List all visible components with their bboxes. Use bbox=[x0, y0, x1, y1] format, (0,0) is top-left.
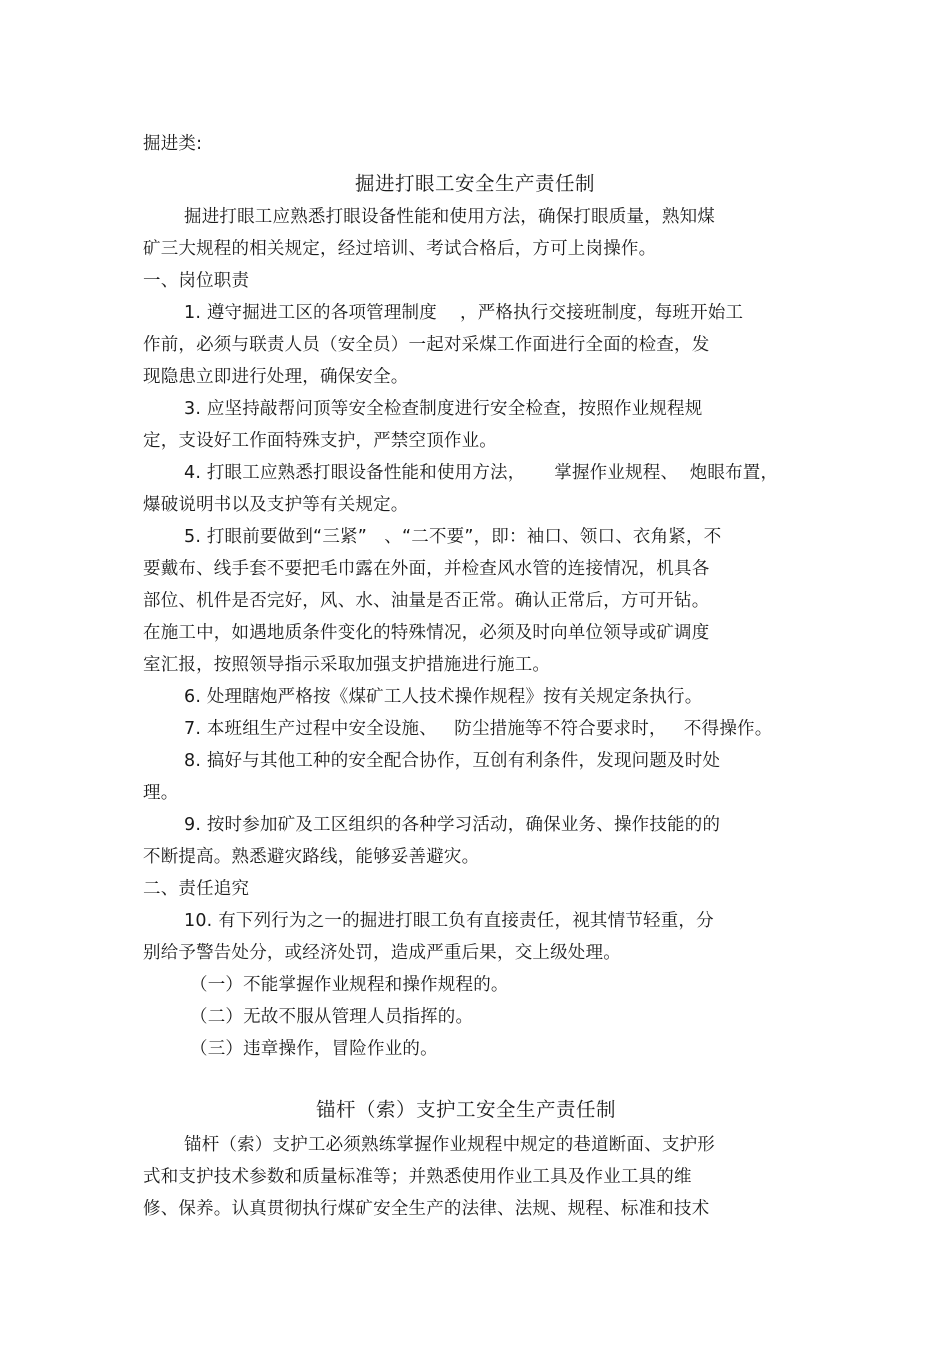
section1-intro-line: 矿三大规程的相关规定，经过培训、考试合格后，方可上岗操作。 bbox=[143, 239, 657, 259]
item9-line: 9. 按时参加矿及工区组织的各种学习活动，确保业务、操作技能的的 bbox=[184, 815, 721, 835]
section1-intro-line: 掘进打眼工应熟悉打眼设备性能和使用方法，确保打眼质量，熟知煤 bbox=[184, 207, 715, 227]
item5-line: 5. 打眼前要做到“三紧” 、“二不要”，即：袖口、领口、衣角紧，不 bbox=[184, 527, 722, 547]
item1-line: 现隐患立即进行处理，确保安全。 bbox=[143, 367, 409, 387]
category-label: 掘进类: bbox=[143, 134, 203, 154]
heading-liability: 二、责任追究 bbox=[143, 879, 250, 899]
heading-duties: 一、岗位职责 bbox=[143, 271, 250, 291]
item5-line: 部位、机件是否完好，风、水、油量是否正常。确认正常后，方可开钻。 bbox=[143, 591, 710, 611]
item8-line: 8. 搞好与其他工种的安全配合协作，互创有利条件，发现问题及时处 bbox=[184, 751, 721, 771]
item5-line: 要戴布、线手套不要把毛巾露在外面，并检查风水管的连接情况，机具各 bbox=[143, 559, 710, 579]
item5-line: 室汇报，按照领导指示采取加强支护措施进行施工。 bbox=[143, 655, 551, 675]
sub-item-3: （三）违章操作，冒险作业的。 bbox=[190, 1039, 438, 1059]
item6-line: 6. 处理瞎炮严格按《煤矿工人技术操作规程》按有关规定条执行。 bbox=[184, 687, 703, 707]
section2-intro-line: 修、保养。认真贯彻执行煤矿安全生产的法律、法规、规程、标准和技术 bbox=[143, 1199, 710, 1219]
item8-line: 理。 bbox=[143, 783, 179, 803]
item4-line: 4. 打眼工应熟悉打眼设备性能和使用方法， 掌握作业规程、 炮眼布置， bbox=[184, 463, 779, 483]
section2-intro-line: 式和支护技术参数和质量标准等；并熟悉使用作业工具及作业工具的维 bbox=[143, 1167, 692, 1187]
item3-line: 3. 应坚持敲帮问顶等安全检查制度进行安全检查，按照作业规程规 bbox=[184, 399, 703, 419]
item7-line: 7. 本班组生产过程中安全设施、 防尘措施等不符合要求时， 不得操作。 bbox=[184, 719, 773, 739]
item10-line: 别给予警告处分，或经济处罚，造成严重后果，交上级处理。 bbox=[143, 943, 621, 963]
sub-item-2: （二）无故不服从管理人员指挥的。 bbox=[190, 1007, 474, 1027]
section2-intro-line: 锚杆（索）支护工必须熟练掌握作业规程中规定的巷道断面、支护形 bbox=[184, 1135, 715, 1155]
item5-line: 在施工中，如遇地质条件变化的特殊情况，必须及时向单位领导或矿调度 bbox=[143, 623, 710, 643]
item9-line: 不断提高。熟悉避灾路线，能够妥善避灾。 bbox=[143, 847, 480, 867]
item1-line: 1. 遵守掘进工区的各项管理制度 ，严格执行交接班制度，每班开始工 bbox=[184, 303, 744, 323]
sub-item-1: （一）不能掌握作业规程和操作规程的。 bbox=[190, 975, 509, 995]
item4-line: 爆破说明书以及支护等有关规定。 bbox=[143, 495, 409, 515]
item3-line: 定，支设好工作面特殊支护，严禁空顶作业。 bbox=[143, 431, 497, 451]
item10-line: 10. 有下列行为之一的掘进打眼工负有直接责任，视其情节轻重，分 bbox=[184, 911, 714, 931]
section2-title: 锚杆（索）支护工安全生产责任制 bbox=[316, 1098, 617, 1121]
section1-title: 掘进打眼工安全生产责任制 bbox=[355, 172, 596, 195]
item1-line: 作前，必须与联责人员（安全员）一起对采煤工作面进行全面的检查，发 bbox=[143, 335, 710, 355]
